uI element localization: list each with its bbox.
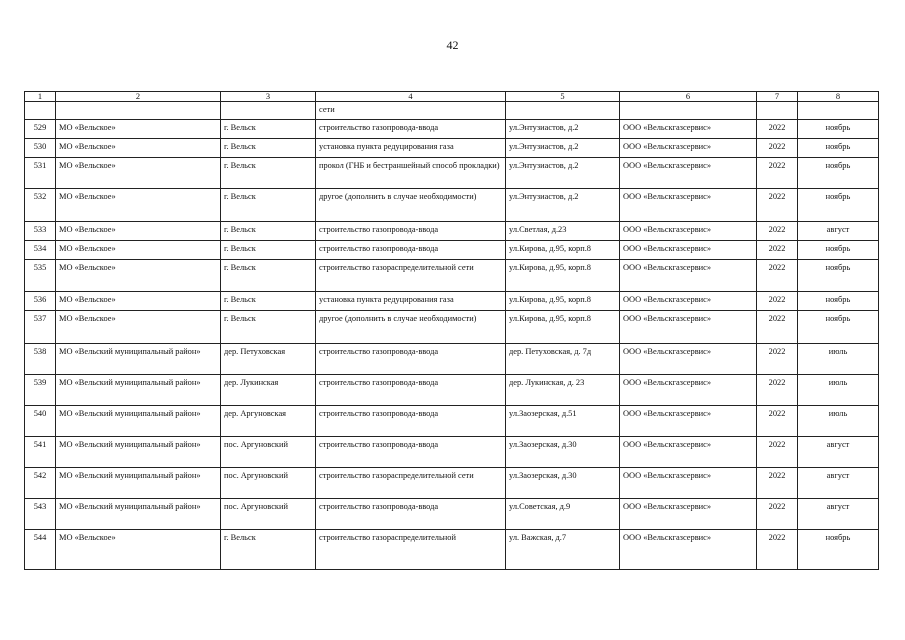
table-cell: 535 <box>25 260 56 292</box>
table-cell: 531 <box>25 158 56 189</box>
table-row <box>25 311 879 344</box>
table-cell: ул.Заозерская, д.30 <box>506 437 620 468</box>
table-cell: ООО «Вельскгазсервис» <box>620 158 757 189</box>
table-cell: ул.Советская, д.9 <box>506 499 620 530</box>
table-cell: сети <box>316 102 506 120</box>
table-cell: МО «Вельское» <box>56 120 221 139</box>
table-cell: г. Вельск <box>221 530 316 570</box>
table-cell: прокол (ГНБ и бестраншейный способ прокладки) <box>316 158 506 189</box>
table-cell: ООО «Вельскгазсервис» <box>620 406 757 437</box>
table-cell: установка пункта редуцирования газа <box>316 292 506 311</box>
table-row <box>25 222 879 241</box>
table-cell: ООО «Вельскгазсервис» <box>620 120 757 139</box>
table-cell: ул.Энтузиастов, д.2 <box>506 139 620 158</box>
table-cell: 2022 <box>757 241 798 260</box>
table-cell <box>506 102 620 120</box>
table-cell: ООО «Вельскгазсервис» <box>620 139 757 158</box>
column-header: 8 <box>798 92 879 102</box>
table-cell: пос. Аргуновский <box>221 499 316 530</box>
table-cell: 540 <box>25 406 56 437</box>
column-header: 2 <box>56 92 221 102</box>
table-cell: пос. Аргуновский <box>221 437 316 468</box>
table-cell: июль <box>798 406 879 437</box>
table-cell: июль <box>798 375 879 406</box>
table-row <box>25 292 879 311</box>
table-row <box>25 102 879 120</box>
table-row <box>25 260 879 292</box>
table-cell: ул.Заозерская, д.51 <box>506 406 620 437</box>
column-header: 5 <box>506 92 620 102</box>
table-cell: строительство газопровода-ввода <box>316 344 506 375</box>
table-cell: 2022 <box>757 499 798 530</box>
column-header: 6 <box>620 92 757 102</box>
table-cell: 543 <box>25 499 56 530</box>
table-row <box>25 375 879 406</box>
table-cell: дер. Петуховская <box>221 344 316 375</box>
table-cell: август <box>798 499 879 530</box>
table-cell: ул.Кирова, д.95, корп.8 <box>506 260 620 292</box>
table-cell: 536 <box>25 292 56 311</box>
table-cell: ООО «Вельскгазсервис» <box>620 260 757 292</box>
table-body <box>25 102 879 570</box>
table-cell: ООО «Вельскгазсервис» <box>620 189 757 222</box>
table-row <box>25 139 879 158</box>
table-cell: ноябрь <box>798 260 879 292</box>
table-cell: ООО «Вельскгазсервис» <box>620 437 757 468</box>
table-cell: ООО «Вельскгазсервис» <box>620 241 757 260</box>
table-cell: МО «Вельский муниципальный район» <box>56 344 221 375</box>
table-cell: г. Вельск <box>221 222 316 241</box>
table-cell: строительство газопровода-ввода <box>316 437 506 468</box>
table-cell: 2022 <box>757 292 798 311</box>
table-cell <box>757 102 798 120</box>
table-cell: ноябрь <box>798 158 879 189</box>
table-cell: 2022 <box>757 260 798 292</box>
table-cell: МО «Вельский муниципальный район» <box>56 437 221 468</box>
table-cell: 534 <box>25 241 56 260</box>
table-cell: дер. Аргуновская <box>221 406 316 437</box>
table-cell: 2022 <box>757 139 798 158</box>
table-cell: ноябрь <box>798 189 879 222</box>
table-row <box>25 344 879 375</box>
table-cell: МО «Вельское» <box>56 311 221 344</box>
table-cell: 2022 <box>757 222 798 241</box>
table-cell: г. Вельск <box>221 139 316 158</box>
table-cell: 2022 <box>757 437 798 468</box>
table-cell: строительство газораспределительной сети <box>316 260 506 292</box>
table-row <box>25 189 879 222</box>
table-cell: МО «Вельский муниципальный район» <box>56 406 221 437</box>
table-cell: 2022 <box>757 375 798 406</box>
table-cell: 2022 <box>757 406 798 437</box>
table-cell: строительство газопровода-ввода <box>316 375 506 406</box>
table-cell: другое (дополнить в случае необходимости) <box>316 189 506 222</box>
table-cell: строительство газораспределительной сети <box>316 468 506 499</box>
table-row <box>25 120 879 139</box>
table-cell: 2022 <box>757 530 798 570</box>
table-cell: 2022 <box>757 311 798 344</box>
column-header: 1 <box>25 92 56 102</box>
page-number: 42 <box>446 38 459 52</box>
table-cell: установка пункта редуцирования газа <box>316 139 506 158</box>
table-cell: ул.Энтузиастов, д.2 <box>506 189 620 222</box>
table-cell: ул.Кирова, д.95, корп.8 <box>506 241 620 260</box>
table-cell: 544 <box>25 530 56 570</box>
table-cell: ООО «Вельскгазсервис» <box>620 530 757 570</box>
table-cell: строительство газораспределительной <box>316 530 506 570</box>
table-cell <box>798 102 879 120</box>
table-cell: ул.Заозерская, д.30 <box>506 468 620 499</box>
table-cell: МО «Вельское» <box>56 530 221 570</box>
table-cell: пос. Аргуновский <box>221 468 316 499</box>
table-cell: ул.Кирова, д.95, корп.8 <box>506 311 620 344</box>
table-cell: ноябрь <box>798 311 879 344</box>
table-row <box>25 241 879 260</box>
table-cell: ноябрь <box>798 241 879 260</box>
table-cell: ноябрь <box>798 292 879 311</box>
data-table <box>24 91 879 570</box>
table-cell: август <box>798 222 879 241</box>
table-cell <box>620 102 757 120</box>
column-header: 7 <box>757 92 798 102</box>
table-cell: 529 <box>25 120 56 139</box>
table-cell: август <box>798 437 879 468</box>
table-cell: 533 <box>25 222 56 241</box>
table-cell: МО «Вельское» <box>56 158 221 189</box>
table-cell: 538 <box>25 344 56 375</box>
table-cell: ООО «Вельскгазсервис» <box>620 375 757 406</box>
table-cell: строительство газопровода-ввода <box>316 120 506 139</box>
table-cell: 530 <box>25 139 56 158</box>
table-cell: МО «Вельский муниципальный район» <box>56 499 221 530</box>
table-cell: ООО «Вельскгазсервис» <box>620 499 757 530</box>
table-cell: ООО «Вельскгазсервис» <box>620 311 757 344</box>
table-cell: МО «Вельское» <box>56 189 221 222</box>
table-cell: строительство газопровода-ввода <box>316 241 506 260</box>
table-row <box>25 468 879 499</box>
table-cell: 2022 <box>757 468 798 499</box>
table-cell <box>56 102 221 120</box>
table-cell: 2022 <box>757 158 798 189</box>
table-cell: 2022 <box>757 344 798 375</box>
table-cell: ул. Важская, д.7 <box>506 530 620 570</box>
table-cell: г. Вельск <box>221 189 316 222</box>
table-cell: другое (дополнить в случае необходимости) <box>316 311 506 344</box>
table-cell: МО «Вельский муниципальный район» <box>56 375 221 406</box>
table-cell: МО «Вельское» <box>56 222 221 241</box>
table-row <box>25 499 879 530</box>
table-cell: 542 <box>25 468 56 499</box>
table-cell: МО «Вельское» <box>56 139 221 158</box>
table-cell: ООО «Вельскгазсервис» <box>620 222 757 241</box>
table-cell: МО «Вельское» <box>56 260 221 292</box>
table-cell: г. Вельск <box>221 158 316 189</box>
table-cell: г. Вельск <box>221 292 316 311</box>
table-cell: ноябрь <box>798 530 879 570</box>
table-cell: ул.Энтузиастов, д.2 <box>506 158 620 189</box>
table-header-row <box>25 92 879 102</box>
table-row <box>25 158 879 189</box>
table-cell: 537 <box>25 311 56 344</box>
table-cell: ноябрь <box>798 139 879 158</box>
table-cell: МО «Вельское» <box>56 241 221 260</box>
table-cell: г. Вельск <box>221 260 316 292</box>
table-cell: дер. Лукинская, д. 23 <box>506 375 620 406</box>
table-cell: август <box>798 468 879 499</box>
table-cell: строительство газопровода-ввода <box>316 406 506 437</box>
table-cell: июль <box>798 344 879 375</box>
table-cell: ул.Кирова, д.95, корп.8 <box>506 292 620 311</box>
table-cell: 532 <box>25 189 56 222</box>
table-cell: МО «Вельское» <box>56 292 221 311</box>
column-header: 3 <box>221 92 316 102</box>
table-cell: ул.Энтузиастов, д.2 <box>506 120 620 139</box>
table-cell: МО «Вельский муниципальный район» <box>56 468 221 499</box>
table-cell: г. Вельск <box>221 120 316 139</box>
table-cell: ул.Светлая, д.23 <box>506 222 620 241</box>
table-cell: строительство газопровода-ввода <box>316 499 506 530</box>
table-cell: 2022 <box>757 120 798 139</box>
table-cell: ООО «Вельскгазсервис» <box>620 344 757 375</box>
table-cell: дер. Петуховская, д. 7д <box>506 344 620 375</box>
table-cell <box>221 102 316 120</box>
table-cell: 541 <box>25 437 56 468</box>
table-cell: ООО «Вельскгазсервис» <box>620 292 757 311</box>
table-cell: дер. Лукинская <box>221 375 316 406</box>
table-row <box>25 406 879 437</box>
table-cell: 539 <box>25 375 56 406</box>
table-cell: ООО «Вельскгазсервис» <box>620 468 757 499</box>
table-row <box>25 530 879 570</box>
table-cell: ноябрь <box>798 120 879 139</box>
table-cell: 2022 <box>757 189 798 222</box>
table-cell <box>25 102 56 120</box>
column-header: 4 <box>316 92 506 102</box>
table-row <box>25 437 879 468</box>
table-cell: строительство газопровода-ввода <box>316 222 506 241</box>
table-cell: г. Вельск <box>221 311 316 344</box>
table-cell: г. Вельск <box>221 241 316 260</box>
